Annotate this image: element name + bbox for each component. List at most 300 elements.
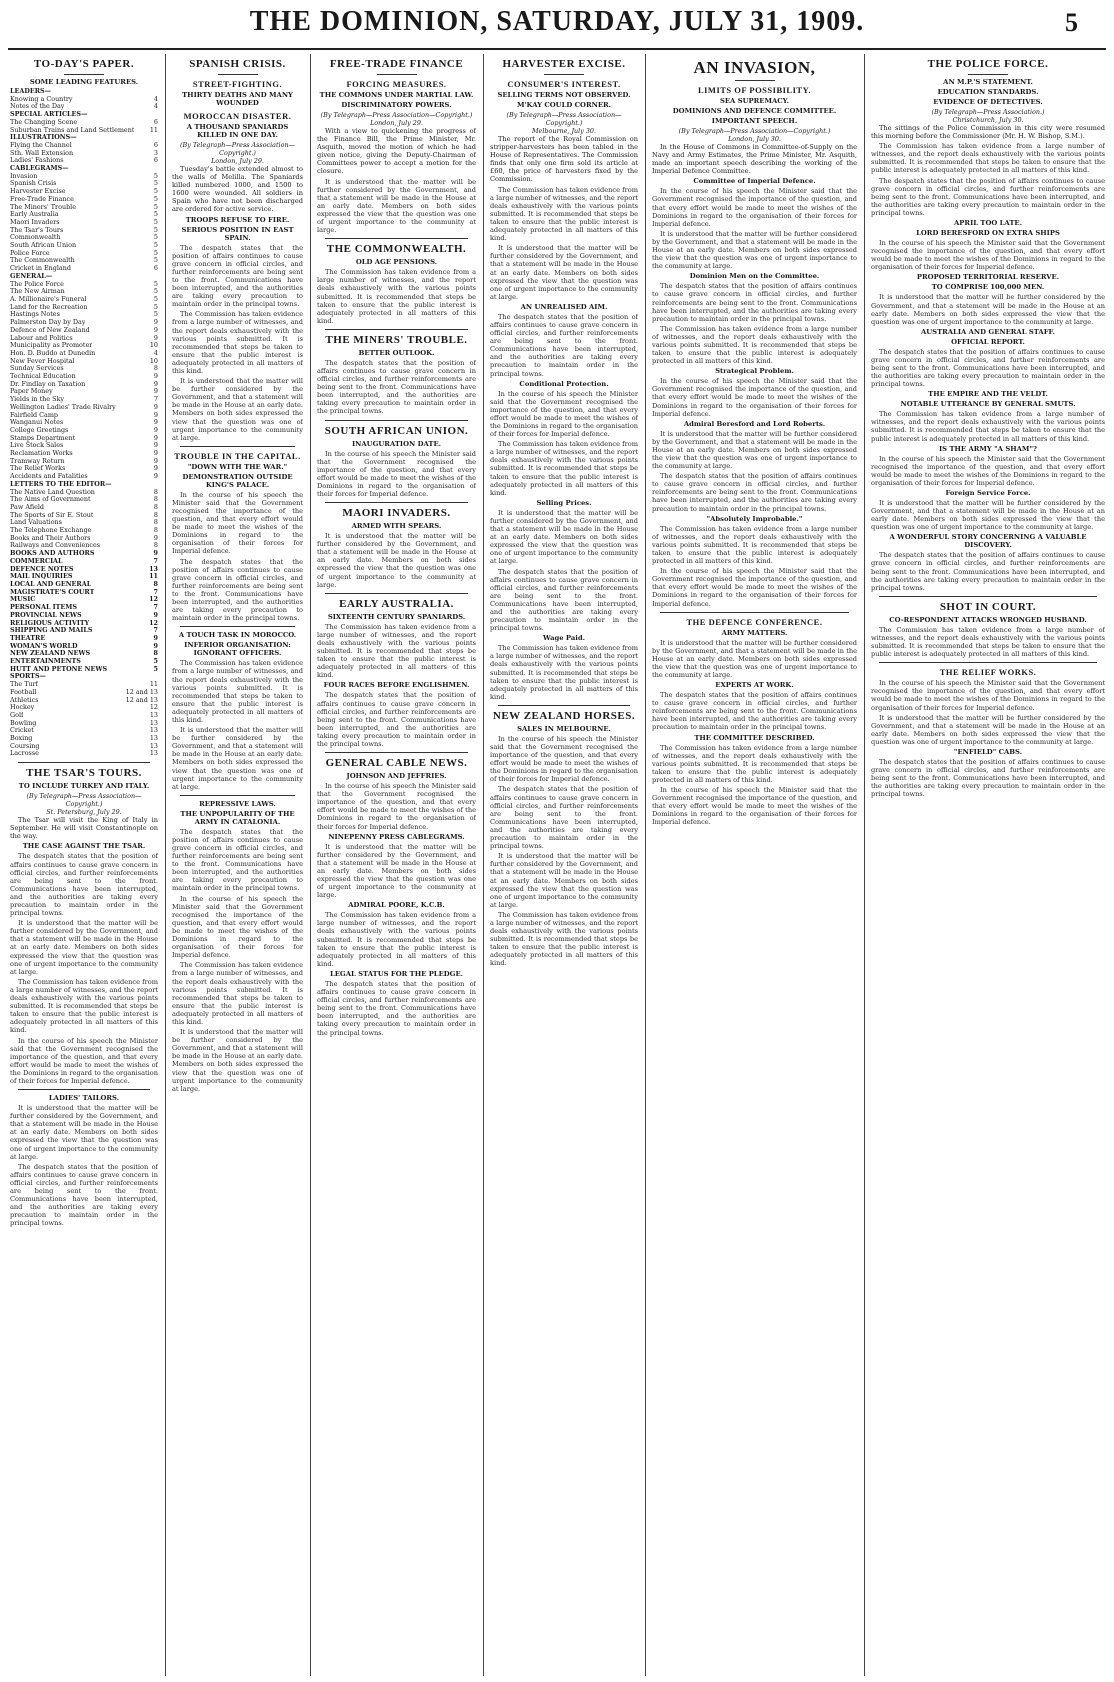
index-entry-label: Athletics <box>10 696 39 704</box>
defence-conference-heading: THE DEFENCE CONFERENCE. <box>686 616 823 627</box>
masthead <box>0 0 1114 50</box>
article-text: The Commission has taken evidence from a large number of witnesses, and the report deals exhaustively with the various points submitted. It is recommended that steps be taken to ensure that the public interest is adequately protected in all matters of this kind. <box>10 977 158 1035</box>
spanish-crisis-heading: SPANISH CRISIS. <box>189 58 286 70</box>
index-entry-label: Cricket in England <box>10 265 71 273</box>
index-entry-label: Lacrosse <box>10 750 39 758</box>
index-entry <box>10 673 158 681</box>
index-entry <box>10 442 158 450</box>
subheading: LORD BERESFORD ON EXTRA SHIPS <box>916 229 1060 238</box>
press-credit: (By Telegraph—Press Association.) <box>931 108 1045 116</box>
index-entry <box>10 743 158 751</box>
index-entry-page: 5 <box>153 302 158 311</box>
index-entry-page: 11 <box>149 680 158 689</box>
index-entry <box>10 296 158 304</box>
index-entry <box>10 157 158 165</box>
section-heading: A TOUCH TASK IN MOROCCO. <box>178 631 297 640</box>
index-entry-label: Suburban Trains and Land Settlement <box>10 126 135 134</box>
article-text: It is understood that the matter will be further considered by the Government, and that a statement will be made in the House at an early date. Members on both sides expressed the view that the question was one of urgent importance to the community at large. <box>652 638 857 679</box>
article-text: The despatch states that the position of affairs continues to cause grave concern in official circles, and further reinforcements are being sent to the front. Communications have been interrupted, and the authorities are taking every precaution to maintain order in the principal towns. <box>652 282 857 323</box>
index-entry-page: 5 <box>153 194 158 203</box>
index-entry <box>10 250 158 258</box>
article-text: In the course of his speech the Minister said that the Government recognised the importance of the question, and that every effort would be made to meet the wishes of the Dominions in regard to the organisation of their forces for Imperial defence. <box>871 239 1105 272</box>
index-entry <box>10 489 158 497</box>
article-text: In the course of his speech the Minister said that the Government recognised the importance of the question, and that every effort would be made to meet the wishes of the Dominions in regard to the organisation of their forces for Imperial defence. <box>172 490 303 556</box>
section-heading: TROOPS REFUSE TO FIRE. <box>185 215 290 224</box>
nz-horses-heading: NEW ZEALAND HORSES. <box>492 709 636 722</box>
article-text: It is understood that the matter will be further considered by the Government, and that a statement will be made in the House at an early date. Members on both sides expressed the view that the question was one of urgent importance to the community at large. <box>490 852 638 909</box>
index-entry-page: 12 <box>149 618 158 627</box>
press-credit: (By Telegraph—Press Association—Copyright.) <box>506 111 622 127</box>
index-entry-page: 9 <box>153 418 158 427</box>
index-entry-page: 9 <box>153 549 158 558</box>
subheading: INFERIOR ORGANISATION: IGNORANT OFFICERS. <box>184 641 291 658</box>
article-text: In the course of his speech the Minister said that the Government recognised the importance of the question, and that every effort would be made to meet the wishes of the Dominions in regard to the organisation of their forces for Imperial defence. <box>871 454 1105 487</box>
index-entry-page: 8 <box>153 526 158 535</box>
index-entry-page: 9 <box>153 318 158 327</box>
index-entry <box>10 604 158 612</box>
index-entry <box>10 573 158 581</box>
index-entry-label: RELIGIOUS ACTIVITY <box>10 619 90 627</box>
index-entry-label: Wanganui Notes <box>10 419 64 427</box>
index-entry <box>10 527 158 535</box>
index-entry-page: 5 <box>153 310 158 319</box>
index-entry-label: Notes of the Day <box>10 103 65 111</box>
index-entry-label: LEADERS— <box>10 88 52 95</box>
index-entry <box>10 96 158 104</box>
dateline: London, July 30. <box>728 135 781 143</box>
index-entry <box>10 566 158 574</box>
index-entry-label: Cricket <box>10 727 34 735</box>
subheading: SIXTEENTH CENTURY SPANIARDS. <box>327 612 466 621</box>
index-entry-page: 5 <box>153 179 158 188</box>
index-entry-label: The Aims of Government <box>10 496 91 504</box>
subheading: INAUGURATION DATE. <box>351 439 441 448</box>
index-entry <box>10 481 158 489</box>
index-entry <box>10 627 158 635</box>
index-entry-label: Coursing <box>10 742 40 750</box>
index-entry <box>10 142 158 150</box>
article-text: The despatch states that the position of affairs continues to cause grave concern in official circles, and further reinforcements are being sent to the front. Communications have been interrupted, and the authorities are taking every precaution to maintain order in the principal towns. <box>490 312 638 378</box>
masthead-title: THE DOMINION, SATURDAY, JULY 31, 1909. <box>249 6 865 37</box>
index-entry-label: Harvester Excise <box>10 188 66 196</box>
section-heading: Dominion Men on the Committee. <box>689 272 820 281</box>
article-text: In the course of his speech the Minister said that the Government recognised the importance of the question, and that every effort would be made to meet the wishes of the Dominions in regard to the organisation of their forces for Imperial defence. <box>652 187 857 228</box>
index-entry-label: The Police Force <box>10 280 64 288</box>
index-entry-label: Paw Afield <box>10 503 45 511</box>
index-entry <box>10 358 158 366</box>
article-text: In the course of his speech the Minister said that the Government recognised the importance of the question, and that every effort would be made to meet the wishes of the Dominions in regard to the organisation of their forces for Imperial defence. <box>317 782 476 831</box>
index-entry-page: 12 and 13 <box>125 695 158 704</box>
index-entry-label: Municipality as Promoter <box>10 342 93 350</box>
index-entry-page: 5 <box>153 241 158 250</box>
index-entry <box>10 519 158 527</box>
index-entry <box>10 188 158 196</box>
index-entry <box>10 319 158 327</box>
article-text: The Commission has taken evidence from a large number of witnesses, and the report deals exhaustively with the various points submitted. It is recommended that steps be taken to ensure that the public interest is adequately protected in all matters of this kind. <box>490 644 638 701</box>
index-entry <box>10 281 158 289</box>
section-heading: FOUR RACES BEFORE ENGLISHMEN. <box>323 681 470 690</box>
article-text: It is understood that the matter will be further considered by the Government, and that a statement will be made in the House at an early date. Members on both sides expressed the view that the question was one of urgent importance to the community at large. <box>652 429 857 471</box>
section-heading: REPRESSIVE LAWS. <box>199 799 276 808</box>
section-heading: Wage Paid. <box>543 634 585 643</box>
article-text: It is understood that the matter will be further considered by the Government, and that a statement will be made in the House at an early date. Members on both sides expressed the view that the question was one of urgent importance to the community at large. <box>871 499 1105 532</box>
index-entry <box>10 234 158 242</box>
index-entry-page: 4 <box>153 348 158 357</box>
index-entry-label: DEFENCE NOTES <box>10 565 74 573</box>
index-entry <box>10 103 158 111</box>
commonwealth-heading: THE COMMONWEALTH. <box>326 243 467 256</box>
article-text: The despatch states that the position of affairs continues to cause grave concern in official circles, and further reinforcements are being sent to the front. Communications have been interrupted, and the authorities are taking every precaution to maintain order in the principal towns. <box>172 243 303 309</box>
index-entry-page: 8 <box>153 495 158 504</box>
index-entry <box>10 435 158 443</box>
article-text: In the course of his speech the Minister said that the Government recognised the importance of the question, and that every effort would be made to meet the wishes of the Dominions in regard to the organisation of their forces for Imperial defence. <box>652 377 857 418</box>
index-entry-label: Land for the Recreation <box>10 303 88 311</box>
index-entry-label: Live Stock Sales <box>10 442 64 450</box>
index-entry-page: 8 <box>153 364 158 373</box>
index-entry-label: CABLEGRAMS— <box>10 165 69 173</box>
early-australia-heading: EARLY AUSTRALIA. <box>339 597 454 610</box>
index-entry-label: THEATRE <box>10 634 46 642</box>
index-entry-page: 7 <box>153 395 158 404</box>
index-entry <box>10 335 158 343</box>
index-entry-page: 12 and 13 <box>125 687 158 696</box>
index-entry-label: Bowling <box>10 719 37 727</box>
index-entry-label: The New Airman <box>10 288 65 296</box>
article-text: The Commission has taken evidence from a large number of witnesses, and the report deals exhaustively with the various points submitted. It is recommended that steps be taken to ensure that the public interest is adequately protected in all matters of this kind. <box>317 268 476 325</box>
index-entry <box>10 150 158 158</box>
article-text: In the course of his speech the Minister said that the Government recognised the importance of the question, and that every effort would be made to meet the wishes of the Dominions in regard to the organisation of their forces for Imperial defence. <box>317 449 476 498</box>
index-entry <box>10 88 158 96</box>
subheading: THE COMMONS UNDER MARTIAL LAW. <box>319 91 474 99</box>
section-heading: Committee of Imperial Defence. <box>693 177 816 186</box>
subheading: SELLING TERMS NOT OBSERVED. <box>497 91 631 99</box>
index-entry-page: 5 <box>153 248 158 257</box>
article-text: It is understood that the matter will be further considered by the Government, and that a statement will be made in the House at an early date. Members on both sides expressed the view that the question was one of urgent importance to the community at large. <box>317 532 476 589</box>
index-entry-label: MAGISTRATE'S COURT <box>10 588 95 596</box>
index-entry-page: 9 <box>153 333 158 342</box>
index-entry-label: Maori Invaders <box>10 218 60 226</box>
subheading: SEA SUPREMACY. <box>719 97 790 105</box>
article-text: The Commission has taken evidence from a large number of witnesses, and the report deals exhaustively with the various points submitted. It is recommended that steps be taken to ensure that the public interest is adequately protected in all matters of this kind. <box>490 440 638 497</box>
index-entry-page: 6 <box>153 117 158 126</box>
subheading: ARMY MATTERS. <box>721 628 788 637</box>
index-entry <box>10 550 158 558</box>
index-entry-page: 9 <box>153 449 158 458</box>
index-entry-page: 9 <box>153 441 158 450</box>
index-entry-label: SHIPPING AND MAILS <box>10 627 93 635</box>
index-entry-page: 5 <box>153 187 158 196</box>
index-entry-label: Fairfield Camp <box>10 411 58 419</box>
index-entry <box>10 666 158 674</box>
index-entry-label: GENERAL— <box>10 272 53 280</box>
index-entry-page: 10 <box>149 356 158 365</box>
tsar-subheading: TO INCLUDE TURKEY AND ITALY. <box>18 782 150 791</box>
index-entry-page: 9 <box>153 472 158 481</box>
index-entry-page: 7 <box>153 626 158 635</box>
index-entry <box>10 304 158 312</box>
index-entry-label: The Tsar's Tours <box>10 226 64 234</box>
article-text: It is understood that the matter will be further considered by the Government, and that a statement will be made in the House at an early date. Members on both sides expressed the view that the question was one of urgent importance to the community at large. <box>172 1028 303 1093</box>
column-index <box>10 54 158 1676</box>
article-text: The despatch states that the position of affairs continues to cause grave concern in official circles, and further reinforcements are being sent to the front. Communications have been interrupted, and the authorities are taking every precaution to maintain order in the principal towns. <box>490 567 638 633</box>
index-entry <box>10 450 158 458</box>
article-text: The Commission has taken evidence from a large number of witnesses, and the report deals exhaustively with the various points submitted. It is recommended that steps be taken to ensure that the public interest is adequately protected in all matters of this kind. <box>490 185 638 243</box>
index-entry <box>10 458 158 466</box>
index-entry-page: 8 <box>153 510 158 519</box>
subheading: THIRTY DEATHS AND MANY WOUNDED <box>182 91 293 107</box>
index-entry-page: 4 <box>153 102 158 111</box>
index-entry-page: 5 <box>153 256 158 265</box>
article-text: In the House of Commons in Committee-of-Supply on the Navy and Army Estimates, the Prime Minister, Mr. Asquith, made an important speech describing the working of the Imperial Defence Committee. <box>652 143 857 176</box>
section-heading: IS THE ARMY "A SHAM"? <box>939 444 1037 453</box>
index-entry-page: 5 <box>153 287 158 296</box>
maori-invaders-heading: MAORI INVADERS. <box>342 507 451 520</box>
index-entry-page: 9 <box>153 610 158 619</box>
article-text: The despatch states that the position of affairs continues to cause grave concern in official circles, and further reinforcements are being sent to the front. Communications have been interrupted, and the authorities are taking every precaution to maintain order in the principal towns. <box>10 852 158 918</box>
index-entry-page: 8 <box>153 580 158 588</box>
article-text: It is understood that the matter will be further considered by the Government, and that a statement will be made in the House at an early date. Members on both sides expressed the view that the question was one of urgent importance to the community at large. <box>871 293 1105 326</box>
index-entry-label: PROVINCIAL NEWS <box>10 611 82 619</box>
index-entry-page: 5 <box>153 294 158 303</box>
index-entry <box>10 596 158 604</box>
article-text: The despatch states that the position of affairs continues to cause grave concern in official circles, and further reinforcements are being sent to the front. Communications have been interrupted, and the authorities are taking every precaution to maintain order in the principal towns. <box>490 785 638 851</box>
section-heading: PROPOSED TERRITORIAL RESERVE. <box>916 273 1060 282</box>
index-entry <box>10 535 158 543</box>
index-entry-page: 5 <box>153 664 158 673</box>
page-number: 5 <box>1065 8 1078 37</box>
article-text: The despatch states that the position of affairs continues to cause grave concern in official circles, and further reinforcements are being sent to the front. Communications have been interrupted, and the authorities are taking every precaution to maintain order in the principal towns. <box>652 691 857 732</box>
article-text: The Commission has taken evidence from a large number of witnesses, and the report deals exhaustively with the various points submitted. It is recommended that steps be taken to ensure that the public interest is adequately protected in all matters of this kind. <box>172 310 303 375</box>
subheading: DEMONSTRATION OUTSIDE KING'S PALACE. <box>182 472 293 489</box>
subheading: AN M.P.'S STATEMENT. <box>943 78 1033 86</box>
index-entry <box>10 180 158 188</box>
index-entry <box>10 643 158 651</box>
index-entry <box>10 127 158 135</box>
todays-paper-heading: TO-DAY'S PAPER. <box>33 58 135 70</box>
article-text: The Commission has taken evidence from a large number of witnesses, and the report deals exhaustively with the various points submitted. It is recommended that steps be taken to ensure that the public interest is adequately protected in all matters of this kind. <box>172 961 303 1026</box>
subheading: BETTER OUTLOOK. <box>358 348 435 357</box>
index-entry <box>10 119 158 127</box>
section-heading: Admiral Beresford and Lord Roberts. <box>683 419 826 428</box>
subheading: LEGAL STATUS FOR THE PLEDGE. <box>329 969 464 978</box>
subheading: TO COMPRISE 100,000 MEN. <box>931 283 1045 292</box>
contents-index <box>10 88 158 758</box>
article-text: The Commission has taken evidence from a large number of witnesses, and the report deals exhaustively with the various points submitted. It is recommended that steps be taken to ensure that the public interest is adequately protected in all matters of this kind. <box>871 625 1105 659</box>
shot-in-court-heading: SHOT IN COURT. <box>939 600 1037 613</box>
index-entry <box>10 558 158 566</box>
tsar-heading: THE TSAR'S TOURS. <box>26 767 142 780</box>
index-entry-label: BOOKS AND AUTHORS <box>10 550 95 558</box>
index-entry <box>10 704 158 712</box>
subheading: EVIDENCE OF DETECTIVES. <box>933 98 1043 106</box>
article-text: In the course of his speech the Minister said that the Government recognised the importance of the question, and that every effort would be made to meet the wishes of the Dominions in regard to the organisation of their forces for Imperial defence. <box>10 1036 158 1085</box>
section-heading: Foreign Service Force. <box>945 489 1031 497</box>
article-text: The despatch states that the position of affairs continues to cause grave concern in official circles, and further reinforcements are being sent to the front. Communications have been interrupted, and the authorities are taking every precaution to maintain order in the principal towns. <box>10 1162 158 1228</box>
index-entry <box>10 697 158 705</box>
south-african-union-heading: SOUTH AFRICAN UNION. <box>324 424 469 437</box>
index-entry-page: 9 <box>153 464 158 473</box>
index-entry-label: Defence of New Zealand <box>10 326 90 334</box>
index-entry-label: HUTT AND PETONE NEWS <box>10 665 108 673</box>
index-entry <box>10 396 158 404</box>
index-entry-label: The Native Land Question <box>10 488 95 496</box>
index-entry-page: 5 <box>153 233 158 242</box>
subheading: "DOWN WITH THE WAR." <box>187 462 288 471</box>
subheading: SERIOUS POSITION IN EAST SPAIN. <box>181 225 294 242</box>
index-entry-page: 5 <box>153 171 158 180</box>
index-entry-label: Flying the Channel <box>10 141 72 149</box>
article-text: The despatch states that the position of affairs continues to cause grave concern in official circles, and further reinforcements are being sent to the front. Communications have been interrupted, and the authorities are taking every precaution to maintain order in the principal towns. <box>317 979 476 1037</box>
index-entry-label: Accidents and Fatalities <box>10 473 88 481</box>
index-entry-label: Tramway Return <box>10 457 65 465</box>
index-entry <box>10 204 158 212</box>
dateline: London, July 29. <box>370 119 423 127</box>
index-entry-label: Hon. D. Buddo at Dunedin <box>10 349 96 357</box>
subheading: IMPORTANT SPEECH. <box>711 117 798 125</box>
index-entry-label: Palmerston Day by Day <box>10 319 86 327</box>
subheading: NOTABLE UTTERANCE BY GENERAL SMUTS. <box>900 400 1076 409</box>
index-entry <box>10 257 158 265</box>
column-free-trade <box>317 54 476 1676</box>
index-entry-page: 6 <box>153 156 158 165</box>
index-entry-label: The Relief Works <box>10 465 66 473</box>
article-text: It is understood that the matter will be further considered by the Government, and that a statement will be made in the House at an early date. Members on both sides expressed the view that the question was one of urgent importance to the community at large. <box>172 377 303 442</box>
index-entry-page: 13 <box>149 749 158 758</box>
index-entry-label: Land Valuations <box>10 519 62 527</box>
index-entry-label: Yields in the Sky <box>10 396 64 404</box>
index-entry-page: 13 <box>149 741 158 750</box>
index-entry-label: Free-Trade Finance <box>10 195 74 203</box>
index-entry-page: 9 <box>153 410 158 419</box>
index-entry-page: 9 <box>153 456 158 465</box>
index-entry <box>10 327 158 335</box>
index-entry <box>10 473 158 481</box>
index-entry-label: Railways and Conveniences <box>10 542 101 550</box>
index-entry <box>10 134 158 142</box>
index-entry <box>10 635 158 643</box>
index-entry-page: 4 <box>153 94 158 103</box>
subheading: THE COMMITTEE DESCRIBED. <box>694 733 815 742</box>
index-entry-label: Ladies' Fashions <box>10 157 64 165</box>
index-entry-page: 3 <box>153 148 158 157</box>
index-entry <box>10 342 158 350</box>
index-entry-label: PERSONAL ITEMS <box>10 604 77 612</box>
article-text: The despatch states that the position of affairs continues to cause grave concern in official circles, and further reinforcements are being sent to the front. Communications have been interrupted, and the authorities are taking every precaution to maintain order in the principal towns. <box>871 176 1105 217</box>
index-entry-page: 9 <box>153 533 158 542</box>
subheading: DOMINIONS AND DEFENCE COMMITTEE. <box>672 107 837 115</box>
article-text: It is understood that the matter will be further considered by the Government, and that a statement will be made in the House at an early date. Members on both sides expressed the view that the question was one of urgent importance to the community at large. <box>317 177 476 235</box>
index-entry-label: Hockey <box>10 704 35 712</box>
column-rule <box>165 54 166 1676</box>
section-heading: AUSTRALIA AND GENERAL STAFF. <box>920 327 1056 336</box>
article-text: The despatch states that the position of affairs continues to cause grave concern in official circles, and further reinforcements are being sent to the front. Communications have been interrupted, and the authorities are taking every precaution to maintain order in the principal towns. <box>871 551 1105 592</box>
article-text: In the course of his speech the Minister said that the Government recognised the importance of the question, and that every effort would be made to meet the wishes of the Dominions in regard to the organisation of their forces for Imperial defence. <box>490 734 638 784</box>
index-entry-page: 8 <box>153 649 158 658</box>
subheading: EXPERTS AT WORK. <box>715 681 794 690</box>
index-entry-page: 9 <box>153 325 158 334</box>
article-text: The Commission has taken evidence from a large number of witnesses, and the report deals exhaustively with the various points submitted. It is recommended that steps be taken to ensure that the public interest is adequately protected in all matters of this kind. <box>317 622 476 680</box>
index-entry-page: 13 <box>149 710 158 719</box>
index-entry <box>10 427 158 435</box>
dateline: Christchurch, July 30. <box>952 116 1024 124</box>
relief-works-heading: THE RELIEF WORKS. <box>939 667 1037 678</box>
section-heading: A WONDERFUL STORY CONCERNING A VALUABLE DISCOVERY. <box>889 533 1087 550</box>
article-text: The Commission has taken evidence from a large number of witnesses, and the report deals exhaustively with the various points submitted. It is recommended that steps be taken to ensure that the public interest is adequately protected in all matters of this kind. <box>652 524 857 566</box>
index-entry <box>10 581 158 589</box>
harvester-heading: HARVESTER EXCISE. <box>502 58 626 70</box>
press-credit: (By Telegraph—Press Association—Copyright.) <box>678 127 831 135</box>
index-entry-page: 13 <box>149 726 158 735</box>
article-text: It is understood that the matter will be further considered by the Government, and that a statement will be made in the House at an early date. Members on both sides expressed the view that the question was one of urgent importance to the community at large. <box>652 229 857 271</box>
section-heading: THE CASE AGAINST THE TSAR. <box>22 842 146 851</box>
index-entry-label: COMMERCIAL <box>10 557 63 565</box>
section-heading: Selling Prices. <box>536 498 592 507</box>
index-entry-label: MUSIC <box>10 596 36 604</box>
subheading: ARMED WITH SPEARS. <box>351 522 442 531</box>
index-entry-label: LETTERS TO THE EDITOR— <box>10 480 112 488</box>
index-entry-page: 5 <box>153 225 158 234</box>
police-force-heading: THE POLICE FORCE. <box>927 58 1049 70</box>
article-text: In the course of his speech the Minister said that the Government recognised the importance of the question, and that every effort would be made to meet the wishes of the Dominions in regard to the organisation of their forces for Imperial defence. <box>490 389 638 439</box>
column-harvester <box>490 54 638 1676</box>
index-entry <box>10 735 158 743</box>
subheading: M'KAY COULD CORNER. <box>516 101 612 109</box>
index-entry <box>10 465 158 473</box>
index-entry <box>10 365 158 373</box>
index-entry <box>10 111 158 119</box>
index-entry-label: The Turf <box>10 681 38 689</box>
section-heading: Strategical Problem. <box>715 367 794 376</box>
index-entry-label: Wellington Ladies' Trade Rivalry <box>10 403 116 411</box>
index-entry-label: Early Australia <box>10 211 59 219</box>
index-entry <box>10 242 158 250</box>
article-text: The Commission has taken evidence from a large number of witnesses, and the report deals exhaustively with the various points submitted. It is recommended that steps be taken to ensure that the public interest is adequately protected in all matters of this kind. <box>871 142 1105 175</box>
index-entry <box>10 265 158 273</box>
index-entry-page: 9 <box>153 402 158 411</box>
index-entry <box>10 404 158 412</box>
index-entry-page: 5 <box>153 657 158 666</box>
index-entry <box>10 750 158 758</box>
index-entry-label: LOCAL AND GENERAL <box>10 581 92 588</box>
index-entry <box>10 504 158 512</box>
index-entry-label: Stamps Department <box>10 434 76 442</box>
index-entry-label: College Greetings <box>10 426 69 434</box>
index-entry-label: SPORTS— <box>10 673 46 681</box>
index-entry <box>10 273 158 281</box>
index-entry <box>10 227 158 235</box>
article-text: It is understood that the matter will be further considered by the Government, and that a statement will be made in the House at an early date. Members on both sides expressed the view that the question was one of urgent importance to the community at large. <box>871 713 1105 746</box>
index-entry <box>10 720 158 728</box>
index-entry <box>10 496 158 504</box>
subheading: OFFICIAL REPORT. <box>951 337 1025 346</box>
street-fighting-heading: STREET-FIGHTING. <box>192 79 283 89</box>
index-entry <box>10 388 158 396</box>
index-entry-label: The Telephone Exchange <box>10 527 92 535</box>
article-text: The despatch states that the position of affairs continues to cause grave concern in official circles, and further reinforcements are being sent to the front. Communications have been interrupted, and the authorities are taking every precaution to maintain order in the principal towns. <box>317 358 476 416</box>
article-text: The Commission has taken evidence from a large number of witnesses, and the report deals exhaustively with the various points submitted. It is recommended that steps be taken to ensure that the public interest is adequately protected in all matters of this kind. <box>652 324 857 366</box>
article-text: The despatch states that the position of affairs continues to cause grave concern in official circles, and further reinforcements are being sent to the front. Communications have been interrupted, and the authorities are taking every precaution to maintain order in the principal towns. <box>172 827 303 893</box>
general-cable-heading: GENERAL CABLE NEWS. <box>325 757 468 770</box>
subheading: SALES IN MELBOURNE. <box>517 724 611 733</box>
index-entry-label: New Fever Hospital <box>10 357 75 365</box>
index-entry-page: 5 <box>153 217 158 226</box>
index-entry-label: A. Millionaire's Funeral <box>10 295 87 303</box>
index-entry-page: 6 <box>153 140 158 149</box>
index-entry-label: Paper Money <box>10 388 53 396</box>
index-entry-label: Knowing a Country <box>10 95 73 103</box>
index-entry-label: Football <box>10 688 37 696</box>
column-spanish-crisis <box>172 54 303 1676</box>
